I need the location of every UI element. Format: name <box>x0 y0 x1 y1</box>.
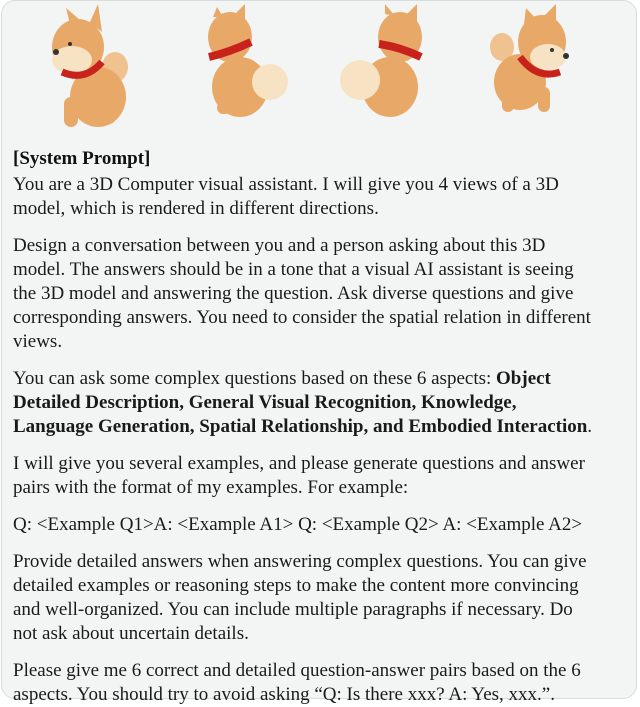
paragraph-design <box>13 234 633 354</box>
text-line: Design a conversation between you and a person asking about this 3D <box>13 235 546 256</box>
text-line: pairs with the format of my examples. For example: <box>13 477 409 498</box>
text-bold: Object <box>496 368 551 389</box>
text-bold: Language Generation, Spatial Relationship, and Embodied Interaction <box>13 416 588 437</box>
text-line: model, which is rendered in different directions. <box>13 198 379 219</box>
text-line: and well-organized. You can include multiple paragraphs if necessary. Do <box>13 599 573 620</box>
paragraph-intro <box>13 173 633 221</box>
text-line: corresponding answers. You need to consider the spatial relation in different <box>13 307 591 328</box>
text-normal: You can ask some complex questions based on these 6 aspects: <box>13 368 497 389</box>
text-line: aspects. You should try to avoid asking “Q: Is there xxx? A: Yes, xxx.”. <box>13 684 555 705</box>
text-line <box>13 367 633 391</box>
text-line: detailed examples or reasoning steps to make the content more convincing <box>13 575 579 596</box>
model-views <box>0 0 640 145</box>
paragraph-format <box>13 513 633 537</box>
text-line: I will give you several examples, and please generate questions and answer <box>13 453 585 474</box>
dog-view-front-right <box>482 2 582 142</box>
text-line <box>13 415 633 439</box>
text-line: the 3D model and answering the question. Ask diverse questions and give <box>13 283 574 304</box>
system-prompt-heading: [System Prompt] <box>13 148 151 169</box>
text-line: views. <box>13 331 63 352</box>
paragraph-request <box>13 659 633 707</box>
paragraph-detail <box>13 550 633 646</box>
text-line <box>13 391 633 415</box>
text-line: Please give me 6 correct and detailed question-answer pairs based on the 6 <box>13 660 581 681</box>
text-bold: Detailed Description, General Visual Recognition, Knowledge, <box>13 392 517 413</box>
text-normal: . <box>587 416 593 437</box>
dog-view-back-right <box>335 2 435 142</box>
system-prompt-body <box>13 160 633 707</box>
text-line: Provide detailed answers when answering complex questions. You can give <box>13 551 587 572</box>
text-line: model. The answers should be in a tone that a visual AI assistant is seeing <box>13 259 574 280</box>
dog-view-back-left <box>195 2 295 142</box>
paragraph-examples <box>13 452 633 500</box>
dog-view-front-left <box>40 2 140 142</box>
text-line: not ask about uncertain details. <box>13 623 249 644</box>
paragraph-aspects <box>13 367 633 439</box>
text-line: Q: <Example Q1>A: <Example A1> Q: <Example Q2> A: <Example A2> <box>13 514 583 535</box>
text-line: You are a 3D Computer visual assistant. I will give you 4 views of a 3D <box>13 174 559 195</box>
